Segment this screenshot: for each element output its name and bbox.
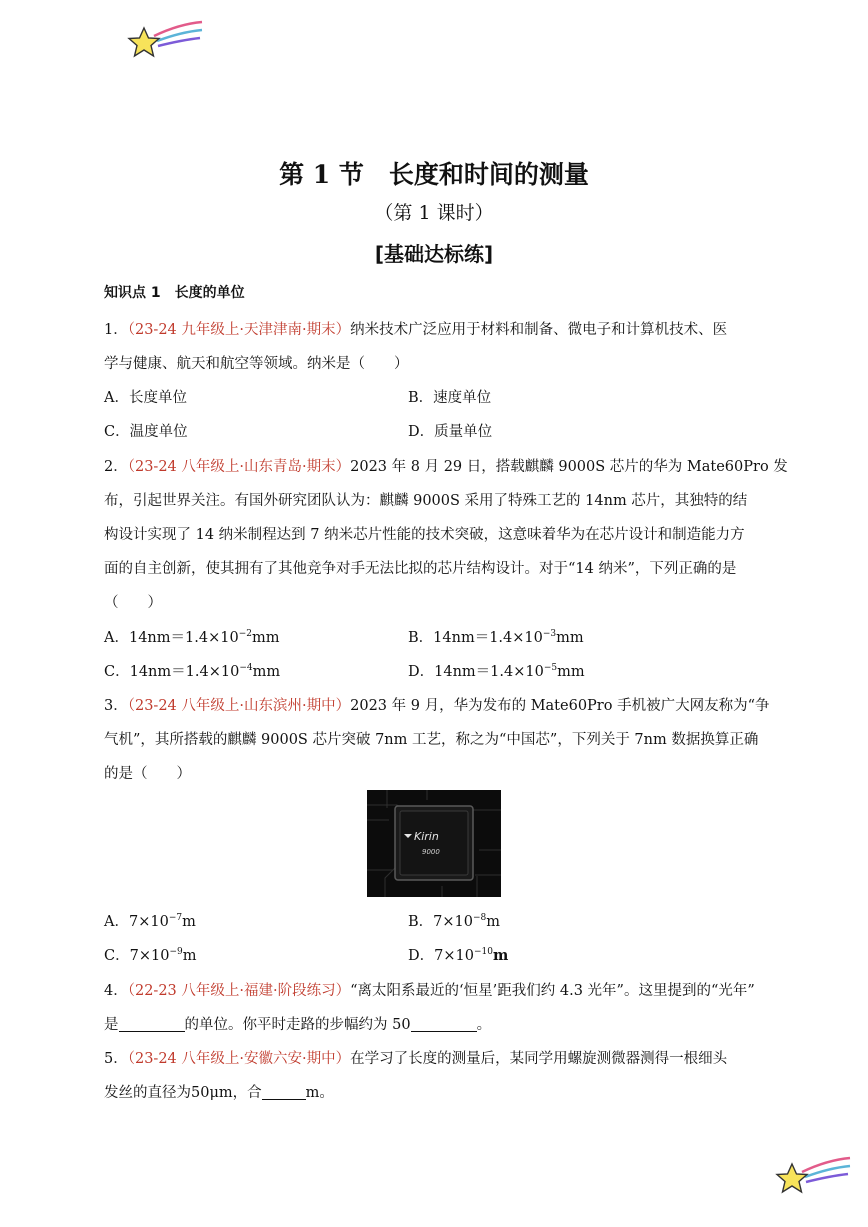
chip-model-label: 9000 <box>422 848 440 856</box>
shooting-star-icon <box>124 16 204 64</box>
option-b[interactable]: B．$14nm=1.4\times 10^{-3}mm$ <box>408 629 584 646</box>
question-2-line: 面的自主创新，使其拥有了其他竞争对手无法比拟的芯片结构设计。对于“14 纳米”，下列正确的是 <box>104 561 737 577</box>
option-c[interactable]: C．$7\times 10^{-9}m$ <box>104 947 197 964</box>
question-4-line: 是 的单位。你平时走路的步幅约为 50 。 <box>104 1017 492 1033</box>
question-2-line: 构设计实现了 14 纳米制程达到 7 纳米芯片性能的技术突破，这意味着华为在芯片设计和制造能力方 <box>104 527 745 543</box>
question-4: 4．（22-23 八年级上·福建·阶段练习）“离太阳系最近的‘恒星’距我们约 4.3 光年”。这里提到的“光年” <box>104 983 755 999</box>
question-source: （23-24 八年级上·山东青岛·期末） <box>127 459 351 475</box>
option-d[interactable]: D．$7\times 10^{-10}m$ <box>408 947 509 964</box>
question-5-line: 发丝的直径为50μm，合 m。 <box>104 1085 334 1101</box>
option-d[interactable]: D．$14nm=1.4\times 10^{-5}mm$ <box>408 663 585 680</box>
option-c[interactable]: C．$14nm=1.4\times 10^{-4}mm$ <box>104 663 281 680</box>
kirin-chip-image <box>367 790 501 897</box>
section-heading: [基础达标练] <box>374 242 494 266</box>
option-c[interactable]: C．温度单位 <box>104 424 188 440</box>
option-a[interactable]: A．$14nm=1.4\times 10^{-2}mm$ <box>104 629 280 646</box>
question-source: （23-24 八年级上·山东滨州·期中） <box>127 698 351 714</box>
question-source: （23-24 九年级上·天津津南·期末） <box>127 322 351 338</box>
option-a[interactable]: A．长度单位 <box>104 390 187 406</box>
option-b[interactable]: B．速度单位 <box>408 390 492 406</box>
question-2: 2．（23-24 八年级上·山东青岛·期末）2023 年 8 月 29 日，搭载麒麟 9000S 芯片的华为 Mate60Pro 发 <box>104 459 788 475</box>
question-source: （23-24 八年级上·安徽六安·期中） <box>127 1051 351 1067</box>
page-title: 第 1 节 长度和时间的测量 <box>279 160 589 189</box>
option-d[interactable]: D．质量单位 <box>408 424 493 440</box>
shooting-star-icon <box>772 1152 852 1200</box>
question-2-line: 布，引起世界关注。有国外研究团队认为：麒麟 9000S 采用了特殊工艺的 14nm 芯片，其独特的结 <box>104 493 748 509</box>
knowledge-point-heading: 知识点 1 长度的单位 <box>104 285 245 301</box>
page-subtitle: （第 1 课时） <box>374 202 494 224</box>
question-source: （22-23 八年级上·福建·阶段练习） <box>127 983 351 999</box>
question-3: 3．（23-24 八年级上·山东滨州·期中）2023 年 9 月，华为发布的 Mate60Pro 手机被广大网友称为“争 <box>104 698 770 714</box>
question-2-line: （ ） <box>104 595 162 611</box>
question-1: 1．（23-24 九年级上·天津津南·期末）纳米技术广泛应用于材料和制备、微电子和计算机技术、医 <box>104 322 728 338</box>
question-5: 5．（23-24 八年级上·安徽六安·期中）在学习了长度的测量后，某同学用螺旋测微器测得一根细头 <box>104 1051 728 1067</box>
chip-brand-label: Kirin <box>414 830 439 843</box>
answer-blank[interactable] <box>119 1017 185 1032</box>
option-b[interactable]: B．$7\times 10^{-8}m$ <box>408 913 501 930</box>
answer-blank[interactable] <box>262 1085 306 1100</box>
question-3-line: 的是（ ） <box>104 766 191 782</box>
answer-blank[interactable] <box>411 1017 477 1032</box>
question-1-line: 学与健康、航天和航空等领域。纳米是（ ） <box>104 356 409 372</box>
question-3-line: 气机”，其所搭载的麒麟 9000S 芯片突破 7nm 工艺，称之为“中国芯”，下列关于 7nm 数据换算正确 <box>104 732 759 748</box>
option-a[interactable]: A．$7\times 10^{-7}m$ <box>104 913 196 930</box>
